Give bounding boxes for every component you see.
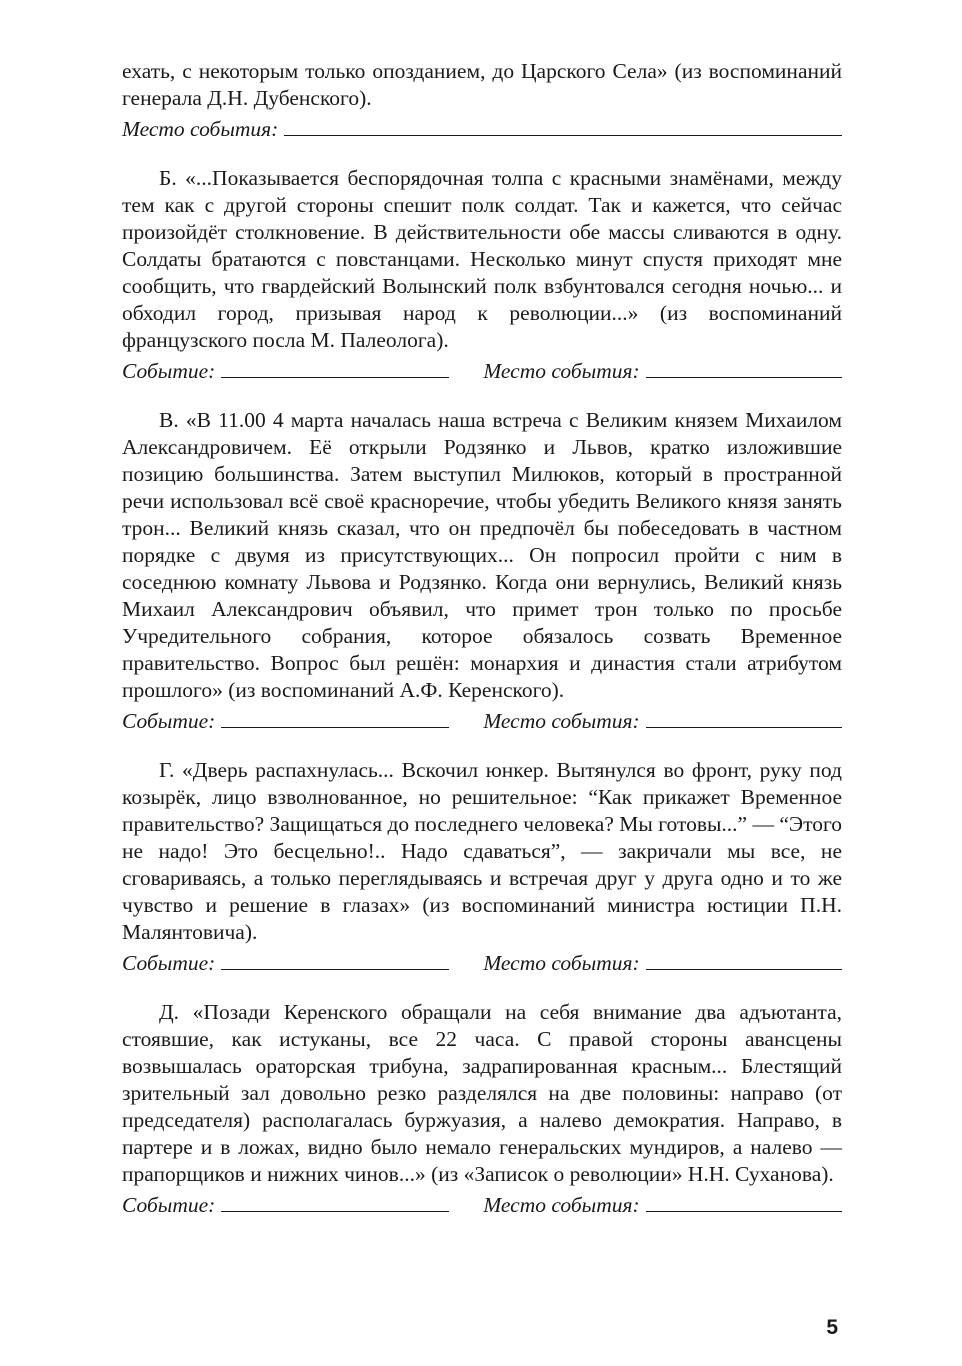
place-answer-blank[interactable] — [646, 951, 842, 970]
place-label: Место события: — [483, 359, 640, 383]
intro-answer-row — [122, 116, 842, 143]
event-answer-blank[interactable] — [221, 951, 449, 970]
event-label: Событие: — [122, 951, 216, 975]
intro-paragraph: ехать, с некоторым только опозданием, до Царского Села» (из воспоминаний генерала Д.Н. Дубенского). — [122, 59, 842, 110]
place-label: Место события: — [483, 951, 640, 975]
place-answer-blank[interactable] — [646, 359, 842, 378]
event-answer-blank[interactable] — [221, 359, 449, 378]
document-page — [122, 58, 842, 1241]
source-paragraph-v: В. «В 11.00 4 марта началась наша встреча с Великим князем Михаилом Александровичем. Её открыли Родзянко и Львов, кратко изложившие позицию большинства. Затем выступил Милюков, который в пространной речи использовал всё своё красноречие, чтобы убедить Великого князя занять трон... Великий князь сказал, что он предпочёл бы побеседовать в частном порядке с двумя из присутствующих... Он попросил пройти с ним в соседнюю комнату Львова и Родзянко. Когда они вернулись, Великий князь Михаил Александрович объявил, что примет трон только по просьбе Учредительного собрания, которое обязалось созвать Временное правительство. Вопрос был решён: монархия и династия стали атрибутом прошлого» (из воспоминаний А.Ф. Керенского). — [122, 408, 842, 702]
source-paragraph-g: Г. «Дверь распахнулась... Вскочил юнкер. Вытянулся во фронт, руку под козырёк, лицо взволнованное, но решительное: “Как прикажет Временное правительство? Защищаться до последнего человека? Мы готовы...” — “Этого не надо! Это бесцельно!.. Надо сдаваться”, — закричали мы все, не сговариваясь, а только переглядываясь и встречая друг у друга одно и то же чувство и решение в глазах» (из воспоминаний министра юстиции П.Н. Малянтовича). — [122, 758, 842, 944]
answer-row-g — [122, 950, 842, 977]
place-label: Место события: — [483, 1193, 640, 1217]
place-label: Место события: — [122, 117, 279, 141]
event-label: Событие: — [122, 709, 216, 733]
place-answer-blank[interactable] — [284, 117, 842, 136]
source-paragraph-b: Б. «...Показывается беспорядочная толпа с красными знамёнами, между тем как с другой стороны спешит полк солдат. Так и кажется, что сейчас произойдёт столкновение. В действительности обе массы сливаются в одну. Солдаты братаются с повстанцами. Несколько минут спустя приходят мне сообщить, что гвардейский Волынский полк взбунтовался сегодня ночью... и обходил город, призывая народ к революции...» (из воспоминаний французского посла М. Палеолога). — [122, 166, 842, 352]
answer-row-d — [122, 1192, 842, 1219]
event-answer-blank[interactable] — [221, 709, 449, 728]
event-label: Событие: — [122, 359, 216, 383]
event-answer-blank[interactable] — [221, 1193, 449, 1212]
answer-row-v — [122, 708, 842, 735]
source-paragraph-d: Д. «Позади Керенского обращали на себя внимание два адъютанта, стоявшие, как истуканы, все 22 часа. С правой стороны авансцены возвышалась ораторская трибуна, задрапированная красным... Блестящий зрительный зал довольно резко разделялся на две половины: направо (от председателя) располагалась буржуазия, а налево демократия. Направо, в партере и в ложах, видно было немало генеральских мундиров, а налево — прапорщиков и нижних чинов...» (из «Записок о революции» Н.Н. Суханова). — [122, 1000, 842, 1186]
answer-row-b — [122, 358, 842, 385]
page-number: 5 — [826, 1316, 838, 1339]
place-label: Место события: — [483, 709, 640, 733]
place-answer-blank[interactable] — [646, 709, 842, 728]
event-label: Событие: — [122, 1193, 216, 1217]
place-answer-blank[interactable] — [646, 1193, 842, 1212]
